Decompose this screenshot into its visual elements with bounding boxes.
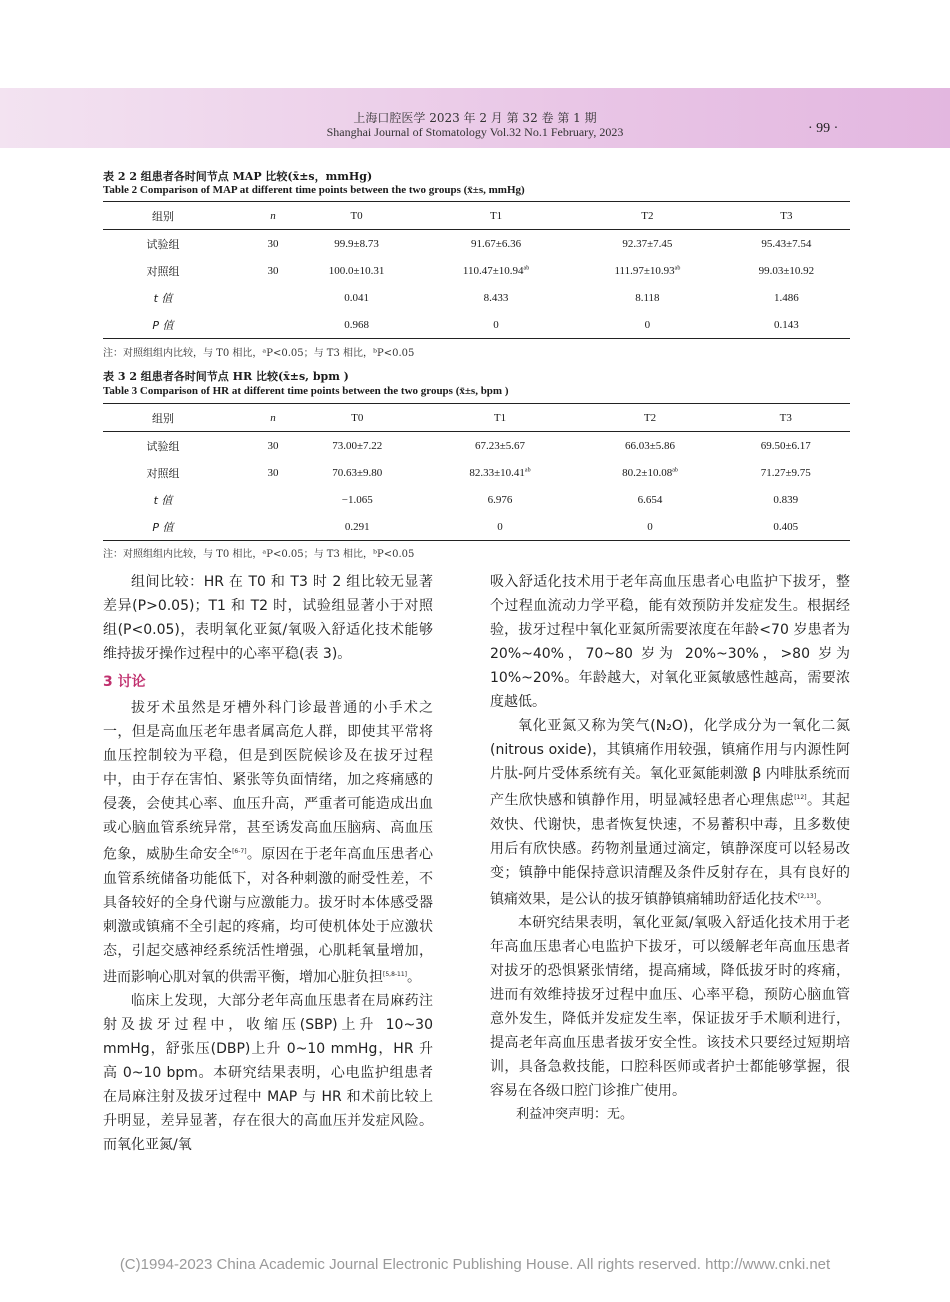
copyright-footer: (C)1994-2023 China Academic Journal Electronic Publishing House. All rights reserved. http://www.cnki.net xyxy=(119,1256,831,1273)
table-cell: 80.2±10.08$^{ab}$ xyxy=(622,466,678,479)
table3 xyxy=(103,403,850,541)
header-cell: T1 xyxy=(421,404,578,432)
section-heading: 3 讨论 xyxy=(103,674,146,690)
citation: [5,8-11] xyxy=(383,970,408,978)
right-column xyxy=(490,570,850,1127)
table-cell: 对照组 xyxy=(146,466,180,480)
table-cell: 91.67±6.36 xyxy=(471,237,522,250)
citation: [6-7] xyxy=(232,848,247,855)
table-cell: 66.03±5.86 xyxy=(625,439,676,452)
table-cell: P 值 xyxy=(103,311,253,339)
table-cell: 0.839 xyxy=(773,493,799,506)
table-cell: 6.654 xyxy=(637,493,663,506)
table-cell: 0 xyxy=(572,311,723,339)
table-cell: 95.43±7.54 xyxy=(761,237,812,250)
header-cell: T2 xyxy=(579,404,722,432)
table-cell: 69.50±6.17 xyxy=(760,439,811,452)
left-column xyxy=(103,570,433,1157)
header-cell: T3 xyxy=(722,404,850,432)
table-cell: 92.37±7.45 xyxy=(622,237,673,250)
table-cell: 对照组 xyxy=(146,264,180,278)
table2-caption-en: Table 2 Comparison of MAP at different time points between the two groups (x̄±s, mmHg) xyxy=(103,184,525,196)
table-cell: 6.976 xyxy=(487,493,513,506)
table-header-row xyxy=(103,404,850,432)
header-cell: T3 xyxy=(723,202,850,230)
table3-caption-cn: 表 3 2 组患者各时间节点 HR 比较(x̄±s, bpm ) xyxy=(103,370,349,383)
superscript: ab xyxy=(672,466,678,473)
paragraph: 本研究结果表明，氧化亚氮/氧吸入舒适化技术用于老年高血压患者心电监护下拔牙，可以缓解老年高血压患者对拔牙的恐惧紧张情绪，提高痛域，降低拔牙时的疼痛，进而有效维持拔牙过程中血压、心率平稳，预防心脑血管意外发生，降低并发症发生率，保证拔牙手术顺利进行，提高老年高血压患者拔牙安全性。该技术只要经过短期培训，具备急救技能，口腔科医师或者护士都能够掌握，很容易在各级口腔门诊推广使用。 xyxy=(490,915,850,1100)
table-cell xyxy=(253,284,293,311)
table-row xyxy=(103,230,850,258)
table-row xyxy=(103,432,850,460)
table-cell xyxy=(253,486,293,513)
header-cell: T0 xyxy=(293,202,420,230)
table-cell: t 值 xyxy=(153,493,173,507)
table-cell xyxy=(253,311,293,339)
header-cell: 组别 xyxy=(103,202,253,230)
table-cell: 0 xyxy=(579,513,722,541)
table-cell: 0 xyxy=(420,311,572,339)
table-cell: 试验组 xyxy=(146,439,180,453)
header-cell: T2 xyxy=(572,202,723,230)
table-row xyxy=(103,459,850,486)
table-cell: 0.405 xyxy=(722,513,850,541)
table-cell: 30 xyxy=(267,237,279,250)
header-cell: T0 xyxy=(293,404,421,432)
table-cell: 0.291 xyxy=(293,513,421,541)
table-cell: 82.33±10.41$^{ab}$ xyxy=(469,466,531,479)
table-cell: 30 xyxy=(267,466,279,479)
table2-caption-cn: 表 2 2 组患者各时间节点 MAP 比较(x̄±s，mmHg) xyxy=(103,170,373,183)
superscript: ab xyxy=(523,264,530,271)
paragraph: 拔牙术虽然是牙槽外科门诊最普通的小手术之一，但是高血压老年患者属高危人群，即使其平常将血压控制较为平稳，但是到医院候诊及在拔牙过程中，由于存在害怕、紧张等负面情绪，加之疼痛感的侵袭，会使其心率、血压升高，严重者可能造成出血或心脑血管系统异常，甚至诱发高血压脑病、高血压危象，威胁生命安全[6-7]。原因在于老年高血压患者心血管系统储备功能低下，对各种刺激的耐受性差，不具备较好的全身代谢与应激能力。拔牙时本体感受器刺激或镇痛不全引起的疼痛，均可使机体处于应激状态，引起交感神经系统活性增强，心肌耗氧量增加，进而影响心肌对氧的供需平衡，增加心脏负担[5,8-11]。 xyxy=(103,700,434,986)
table-cell: 试验组 xyxy=(146,237,180,251)
superscript: ab xyxy=(674,264,681,271)
table-cell: t 值 xyxy=(153,291,173,305)
conflict-statement: 利益冲突声明：无。 xyxy=(516,1107,634,1123)
table-cell: 111.97±10.93$^{ab}$ xyxy=(614,264,681,277)
table-header-row xyxy=(103,202,850,230)
table3-caption-en: Table 3 Comparison of HR at different time points between the two groups (x̄±s, bpm ) xyxy=(103,385,509,397)
page-number: · 99 · xyxy=(808,121,839,136)
journal-header-cn: 上海口腔医学 2023 年 2 月 第 32 卷 第 1 期 xyxy=(353,111,597,125)
table-row xyxy=(103,311,850,339)
table-cell: 100.0±10.31 xyxy=(328,264,385,277)
table-cell xyxy=(253,513,293,541)
table-cell: −1.065 xyxy=(341,493,373,506)
header-cell: T1 xyxy=(420,202,572,230)
table-cell: 99.03±10.92 xyxy=(758,264,815,277)
table2-note: 注：对照组组内比较，与 T0 相比，ᵃP<0.05；与 T3 相比，ᵇP<0.05 xyxy=(103,348,415,359)
table-row xyxy=(103,257,850,284)
table-cell: 99.9±8.73 xyxy=(334,237,379,250)
citation: [12] xyxy=(794,794,807,801)
table-row xyxy=(103,486,850,513)
table-cell: 0.968 xyxy=(293,311,420,339)
paragraph: 吸入舒适化技术用于老年高血压患者心电监护下拔牙，整个过程血流动力学平稳，能有效预防并发症发生。根据经验，拔牙过程中氧化亚氮所需要浓度在年龄<70 岁患者为 20%~40%，70~80 岁为 20%~30%，>80 岁为 10%~20%。年龄越大，对氧化亚氮敏感性越高，需要浓度越低。 xyxy=(490,574,850,710)
table-cell: 73.00±7.22 xyxy=(332,439,383,452)
table-cell: 0.041 xyxy=(344,291,369,304)
paragraph: 氧化亚氮又称为笑气(N₂O)，化学成分为一氧化二氮(nitrous oxide)，其镇痛作用较强，镇痛作用与内源性阿片肽-阿片受体系统有关。氧化亚氮能刺激 β 内啡肽系统而产生欣快感和镇静作用，明显减轻患者心理焦虑[12]。其起效快、代谢快，患者恢复快速，不易蓄积中毒，且多数使用后有欣快感。药物剂量通过滴定，镇静深度可以轻易改变；镇静中能保持意识清醒及条件反射存在，具有良好的镇痛效果，是公认的拔牙镇静镇痛辅助舒适化技术[2,13]。 xyxy=(490,718,851,908)
table3-note: 注：对照组组内比较，与 T0 相比，ᵃP<0.05；与 T3 相比，ᵇP<0.05 xyxy=(103,549,415,560)
table-cell: 67.23±5.67 xyxy=(474,439,526,452)
table-cell: 70.63±9.80 xyxy=(332,466,383,479)
table-cell: 30 xyxy=(267,439,279,452)
table-cell: 0 xyxy=(421,513,578,541)
table-cell: 30 xyxy=(267,264,279,277)
journal-header-en: Shanghai Journal of Stomatology Vol.32 No.1 February, 2023 xyxy=(326,125,624,139)
header-cell: n xyxy=(253,202,293,230)
table-cell: P 值 xyxy=(103,513,253,541)
superscript: ab xyxy=(524,466,531,473)
header-cell: n xyxy=(253,404,293,432)
paragraph: 临床上发现，大部分老年高血压患者在局麻药注射及拔牙过程中，收缩压(SBP)上升 10~30 mmHg，舒张压(DBP)上升 0~10 mmHg，HR 升高 0~10 bpm。本研究结果表明，心电监护组患者在局麻注射及拔牙过程中 MAP 与 HR 和术前比较上升明显，差异显著，存在很大的高血压并发症风险。而氧化亚氮/氧 xyxy=(103,993,433,1154)
citation: [2,13] xyxy=(798,892,817,900)
table-cell: 8.433 xyxy=(483,291,509,304)
table-cell: 110.47±10.94$^{ab}$ xyxy=(462,264,530,277)
table-cell: 0.143 xyxy=(723,311,850,339)
table-cell: 8.118 xyxy=(635,291,660,304)
paragraph: 组间比较：HR 在 T0 和 T3 时 2 组比较无显著差异(P>0.05)；T1 和 T2 时，试验组显著小于对照组(P<0.05)，表明氧化亚氮/氧吸入舒适化技术能够维持拔牙操作过程中的心率平稳(表 3)。 xyxy=(103,574,433,662)
table-cell: 1.486 xyxy=(774,291,799,304)
table-cell: 71.27±9.75 xyxy=(760,466,811,479)
header-cell: 组别 xyxy=(103,404,253,432)
table2 xyxy=(103,201,850,339)
table-row xyxy=(103,284,850,311)
table-row xyxy=(103,513,850,541)
